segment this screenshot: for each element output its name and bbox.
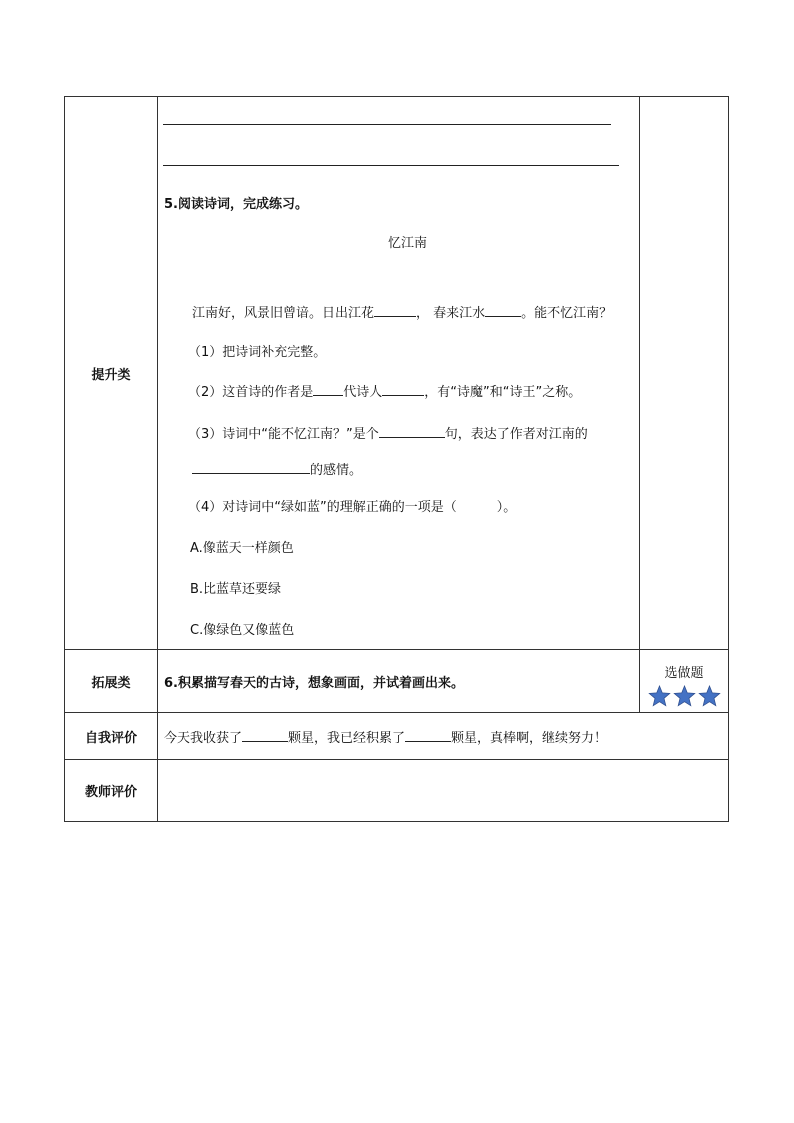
blank-poet[interactable] xyxy=(382,381,424,396)
row-teacher-eval xyxy=(65,760,729,822)
option-c[interactable]: C.像绿色又像蓝色 xyxy=(190,623,295,638)
self-eval-text xyxy=(158,727,728,746)
star-rating[interactable] xyxy=(640,685,728,707)
star-icon[interactable] xyxy=(673,685,696,707)
q2-text-3: ，有“诗魔”和“诗王”之称。 xyxy=(424,385,582,400)
question-6: 6.积累描写春天的古诗，想象画面，并试着画出来。 xyxy=(164,675,464,691)
improve-content xyxy=(158,97,639,649)
option-a[interactable]: A.像蓝天一样颜色 xyxy=(190,541,294,556)
row-extend xyxy=(65,650,729,713)
category-improve: 提升类 xyxy=(65,97,158,650)
q3-text-1: （3）诗词中“能不忆江南？”是个 xyxy=(188,427,379,442)
answer-line-2 xyxy=(163,165,619,166)
q2-text-2: 代诗人 xyxy=(343,385,383,400)
answer-line-1 xyxy=(163,124,611,125)
worksheet-table xyxy=(64,96,729,822)
category-self-eval: 自我评价 xyxy=(65,713,158,760)
question-2 xyxy=(188,381,581,400)
option-b[interactable]: B.比蓝草还要绿 xyxy=(190,582,282,597)
q3-text-3: 的感情。 xyxy=(310,463,363,478)
self-eval-text-3: 颗星，真棒啊，继续努力！ xyxy=(451,730,608,746)
question-5-title: 5.阅读诗词，完成练习。 xyxy=(164,197,308,212)
worksheet xyxy=(64,96,729,822)
poem-text-1: 江南好，风景旧曾谙。日出江花 xyxy=(192,306,375,321)
star-icon[interactable] xyxy=(648,685,671,707)
question-3 xyxy=(188,423,588,442)
improve-side-cell xyxy=(640,97,729,650)
row-improve xyxy=(65,97,729,650)
extend-side-cell xyxy=(640,650,729,713)
poem-text-2: ， 春来江水 xyxy=(416,306,486,321)
blank-feeling[interactable] xyxy=(192,459,310,474)
star-icon[interactable] xyxy=(698,685,721,707)
q4-text-2: ）。 xyxy=(496,500,517,515)
blank-stars-total[interactable] xyxy=(405,727,451,742)
category-extend: 拓展类 xyxy=(65,650,158,713)
poem-title: 忆江南 xyxy=(388,236,428,251)
question-4 xyxy=(188,496,516,515)
row-self-eval xyxy=(65,713,729,760)
blank-sentence-type[interactable] xyxy=(379,423,445,438)
optional-label: 选做题 xyxy=(664,665,704,681)
q4-text-1: （4）对诗词中“绿如蓝”的理解正确的一项是（ xyxy=(188,500,457,515)
teacher-eval-content-cell[interactable] xyxy=(158,760,729,822)
question-3-cont xyxy=(192,459,362,478)
poem-line xyxy=(192,302,612,321)
blank-poem-2[interactable] xyxy=(485,302,521,317)
blank-poem-1[interactable] xyxy=(374,302,416,317)
question-1: （1）把诗词补充完整。 xyxy=(188,345,327,360)
category-teacher-eval: 教师评价 xyxy=(65,760,158,822)
blank-stars-today[interactable] xyxy=(242,727,288,742)
improve-content-cell xyxy=(158,97,640,650)
q2-text-1: （2）这首诗的作者是 xyxy=(188,385,314,400)
self-eval-content-cell xyxy=(158,713,729,760)
self-eval-text-2: 颗星，我已经积累了 xyxy=(288,730,406,746)
poem-text-3: 。能不忆江南？ xyxy=(521,306,613,321)
extend-content-cell xyxy=(158,650,640,713)
self-eval-text-1: 今天我收获了 xyxy=(164,730,243,746)
q3-text-2: 句，表达了作者对江南的 xyxy=(444,427,588,442)
blank-dynasty[interactable] xyxy=(313,381,343,396)
